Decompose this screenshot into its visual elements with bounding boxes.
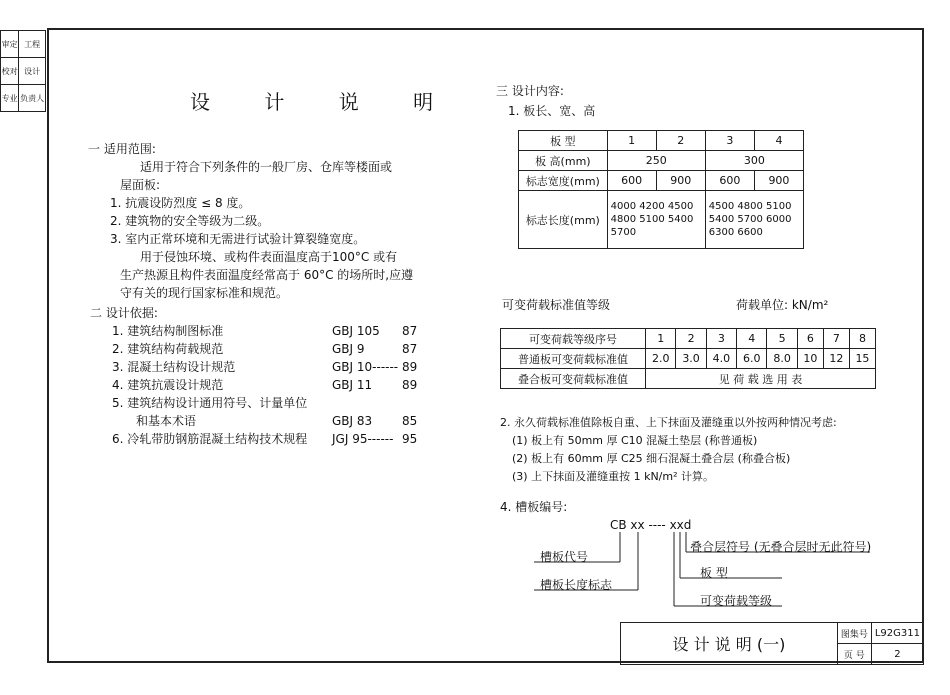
code-pattern: CB xx ---- xxd (610, 518, 692, 532)
reference-name: 和基本术语 (136, 414, 197, 428)
load-cell: 5 (767, 329, 797, 349)
stamp-cell: 设计 (19, 58, 46, 85)
load-cell: 8.0 (767, 349, 797, 369)
reference-name: 5. 建筑结构设计通用符号、计量单位 (112, 396, 308, 410)
reference-row (112, 324, 422, 342)
reference-name: 4. 建筑抗震设计规范 (112, 378, 224, 392)
load-cell: 1 (646, 329, 676, 349)
stamp-cell: 专业 (1, 85, 19, 112)
load-unit: 荷载单位: kN/m² (736, 298, 829, 312)
reference-list (112, 324, 422, 450)
dim-cell: 板 型 (519, 131, 608, 151)
reference-year: 87 (402, 342, 418, 356)
dim-cell: 1 (607, 131, 656, 151)
load-cell: 15 (849, 349, 875, 369)
reference-name: 1. 建筑结构制图标准 (112, 324, 224, 338)
dim-cell: 标志长度(mm) (519, 191, 608, 249)
load-cell: 7 (823, 329, 849, 349)
section1-item: 1. 抗震设防烈度 ≤ 8 度。 (110, 196, 251, 210)
reference-year: 87 (402, 324, 418, 338)
load-caption: 可变荷载标准值等级 (502, 298, 611, 312)
reference-code: GBJ 9 (332, 342, 365, 356)
reference-year: 89 (402, 378, 418, 392)
code-label: 槽板长度标志 (540, 578, 613, 592)
load-cell: 6 (797, 329, 823, 349)
load-cell: 4 (737, 329, 767, 349)
atlas-number: L92G311 (871, 623, 923, 644)
section1-item: 2. 建筑物的安全等级为二级。 (110, 214, 270, 228)
code-label: 叠合层符号 (无叠合层时无此符号) (690, 540, 872, 554)
title-block (620, 622, 924, 665)
reference-code: JGJ 95------ (332, 432, 394, 446)
note-line: (3) 上下抹面及灌缝重按 1 kN/m² 计算。 (512, 470, 714, 483)
section3-sub: 1. 板长、宽、高 (508, 104, 596, 118)
page-label: 页 号 (837, 644, 871, 665)
load-cell: 10 (797, 349, 823, 369)
reference-row (112, 378, 422, 396)
reference-row (112, 342, 422, 360)
section2-heading: 二 设计依据: (90, 306, 158, 320)
note-line: (1) 板上有 50mm 厚 C10 混凝土垫层 (称普通板) (512, 434, 758, 447)
section1-note: 生产热源且构件表面温度经常高于 60°C 的场所时,应遵 (120, 268, 414, 282)
load-cell: 2.0 (646, 349, 676, 369)
load-cell: 普通板可变荷载标准值 (501, 349, 646, 369)
reference-name: 3. 混凝土结构设计规范 (112, 360, 236, 374)
load-cell: 8 (849, 329, 875, 349)
reference-code: GBJ 83 (332, 414, 373, 428)
dim-cell: 4 (754, 131, 803, 151)
section3-heading: 三 设计内容: (496, 84, 564, 98)
atlas-label: 图集号 (837, 623, 871, 644)
reference-row (112, 360, 422, 378)
title-block-title: 设 计 说 明 (一) (621, 623, 838, 665)
stamp-cell: 工程 (19, 31, 46, 58)
reference-name: 6. 冷轧带肋钢筋混凝土结构技术规程 (112, 432, 308, 446)
load-cell: 6.0 (737, 349, 767, 369)
code-label: 槽板代号 (540, 550, 589, 564)
load-cell: 叠合板可变荷载标准值 (501, 369, 646, 389)
reference-code: GBJ 11 (332, 378, 373, 392)
dim-cell: 板 高(mm) (519, 151, 608, 171)
dim-cell: 600 (705, 171, 754, 191)
section1-item: 3. 室内正常环境和无需进行试验计算裂缝宽度。 (110, 232, 366, 246)
reference-year: 85 (402, 414, 418, 428)
note-line: 2. 永久荷载标准值除板自重、上下抹面及灌缝重以外按两种情况考虑: (500, 416, 837, 429)
load-cell: 4.0 (706, 349, 736, 369)
section1-heading: 一 适用范围: (88, 142, 156, 156)
stamp-cell: 校对 (1, 58, 19, 85)
load-table (500, 328, 876, 389)
stamp-cell: 审定 (1, 31, 19, 58)
dim-cell: 900 (656, 171, 705, 191)
reference-year: 89 (402, 360, 418, 374)
dim-cell: 300 (705, 151, 803, 171)
load-cell: 可变荷载等级序号 (501, 329, 646, 349)
side-stamp (0, 30, 46, 112)
section1-note: 守有关的现行国家标准和规范。 (120, 286, 289, 300)
dim-cell: 900 (754, 171, 803, 191)
load-cell: 12 (823, 349, 849, 369)
dim-cell: 2 (656, 131, 705, 151)
reference-code: GBJ 105 (332, 324, 380, 338)
load-cell: 见 荷 载 选 用 表 (646, 369, 876, 389)
reference-row (112, 414, 422, 432)
reference-code: GBJ 10------ (332, 360, 399, 374)
dim-cell: 250 (607, 151, 705, 171)
reference-row (112, 432, 422, 450)
section1-line: 屋面板: (120, 178, 161, 192)
page-title: 设 计 说 明 (190, 90, 458, 114)
dim-cell: 600 (607, 171, 656, 191)
dim-cell: 4000 4200 4500 4800 5100 5400 5700 (607, 191, 705, 249)
section1-note: 用于侵蚀环境、或构件表面温度高于100°C 或有 (140, 250, 398, 264)
load-cell: 3 (706, 329, 736, 349)
code-label: 板 型 (700, 566, 728, 580)
code-heading: 4. 槽板编号: (500, 500, 568, 514)
reference-row (112, 396, 422, 414)
code-label: 可变荷载等级 (700, 594, 773, 608)
note-line: (2) 板上有 60mm 厚 C25 细石混凝土叠合层 (称叠合板) (512, 452, 791, 465)
dim-cell: 4500 4800 5100 5400 5700 6000 6300 6600 (705, 191, 803, 249)
dim-cell: 3 (705, 131, 754, 151)
reference-name: 2. 建筑结构荷载规范 (112, 342, 224, 356)
load-cell: 3.0 (676, 349, 706, 369)
section1-line: 适用于符合下列条件的一般厂房、仓库等楼面或 (140, 160, 393, 174)
page-number: 2 (871, 644, 923, 665)
dimension-table (518, 130, 804, 249)
stamp-cell: 负责人 (19, 85, 46, 112)
load-cell: 2 (676, 329, 706, 349)
dim-cell: 标志宽度(mm) (519, 171, 608, 191)
reference-year: 95 (402, 432, 418, 446)
